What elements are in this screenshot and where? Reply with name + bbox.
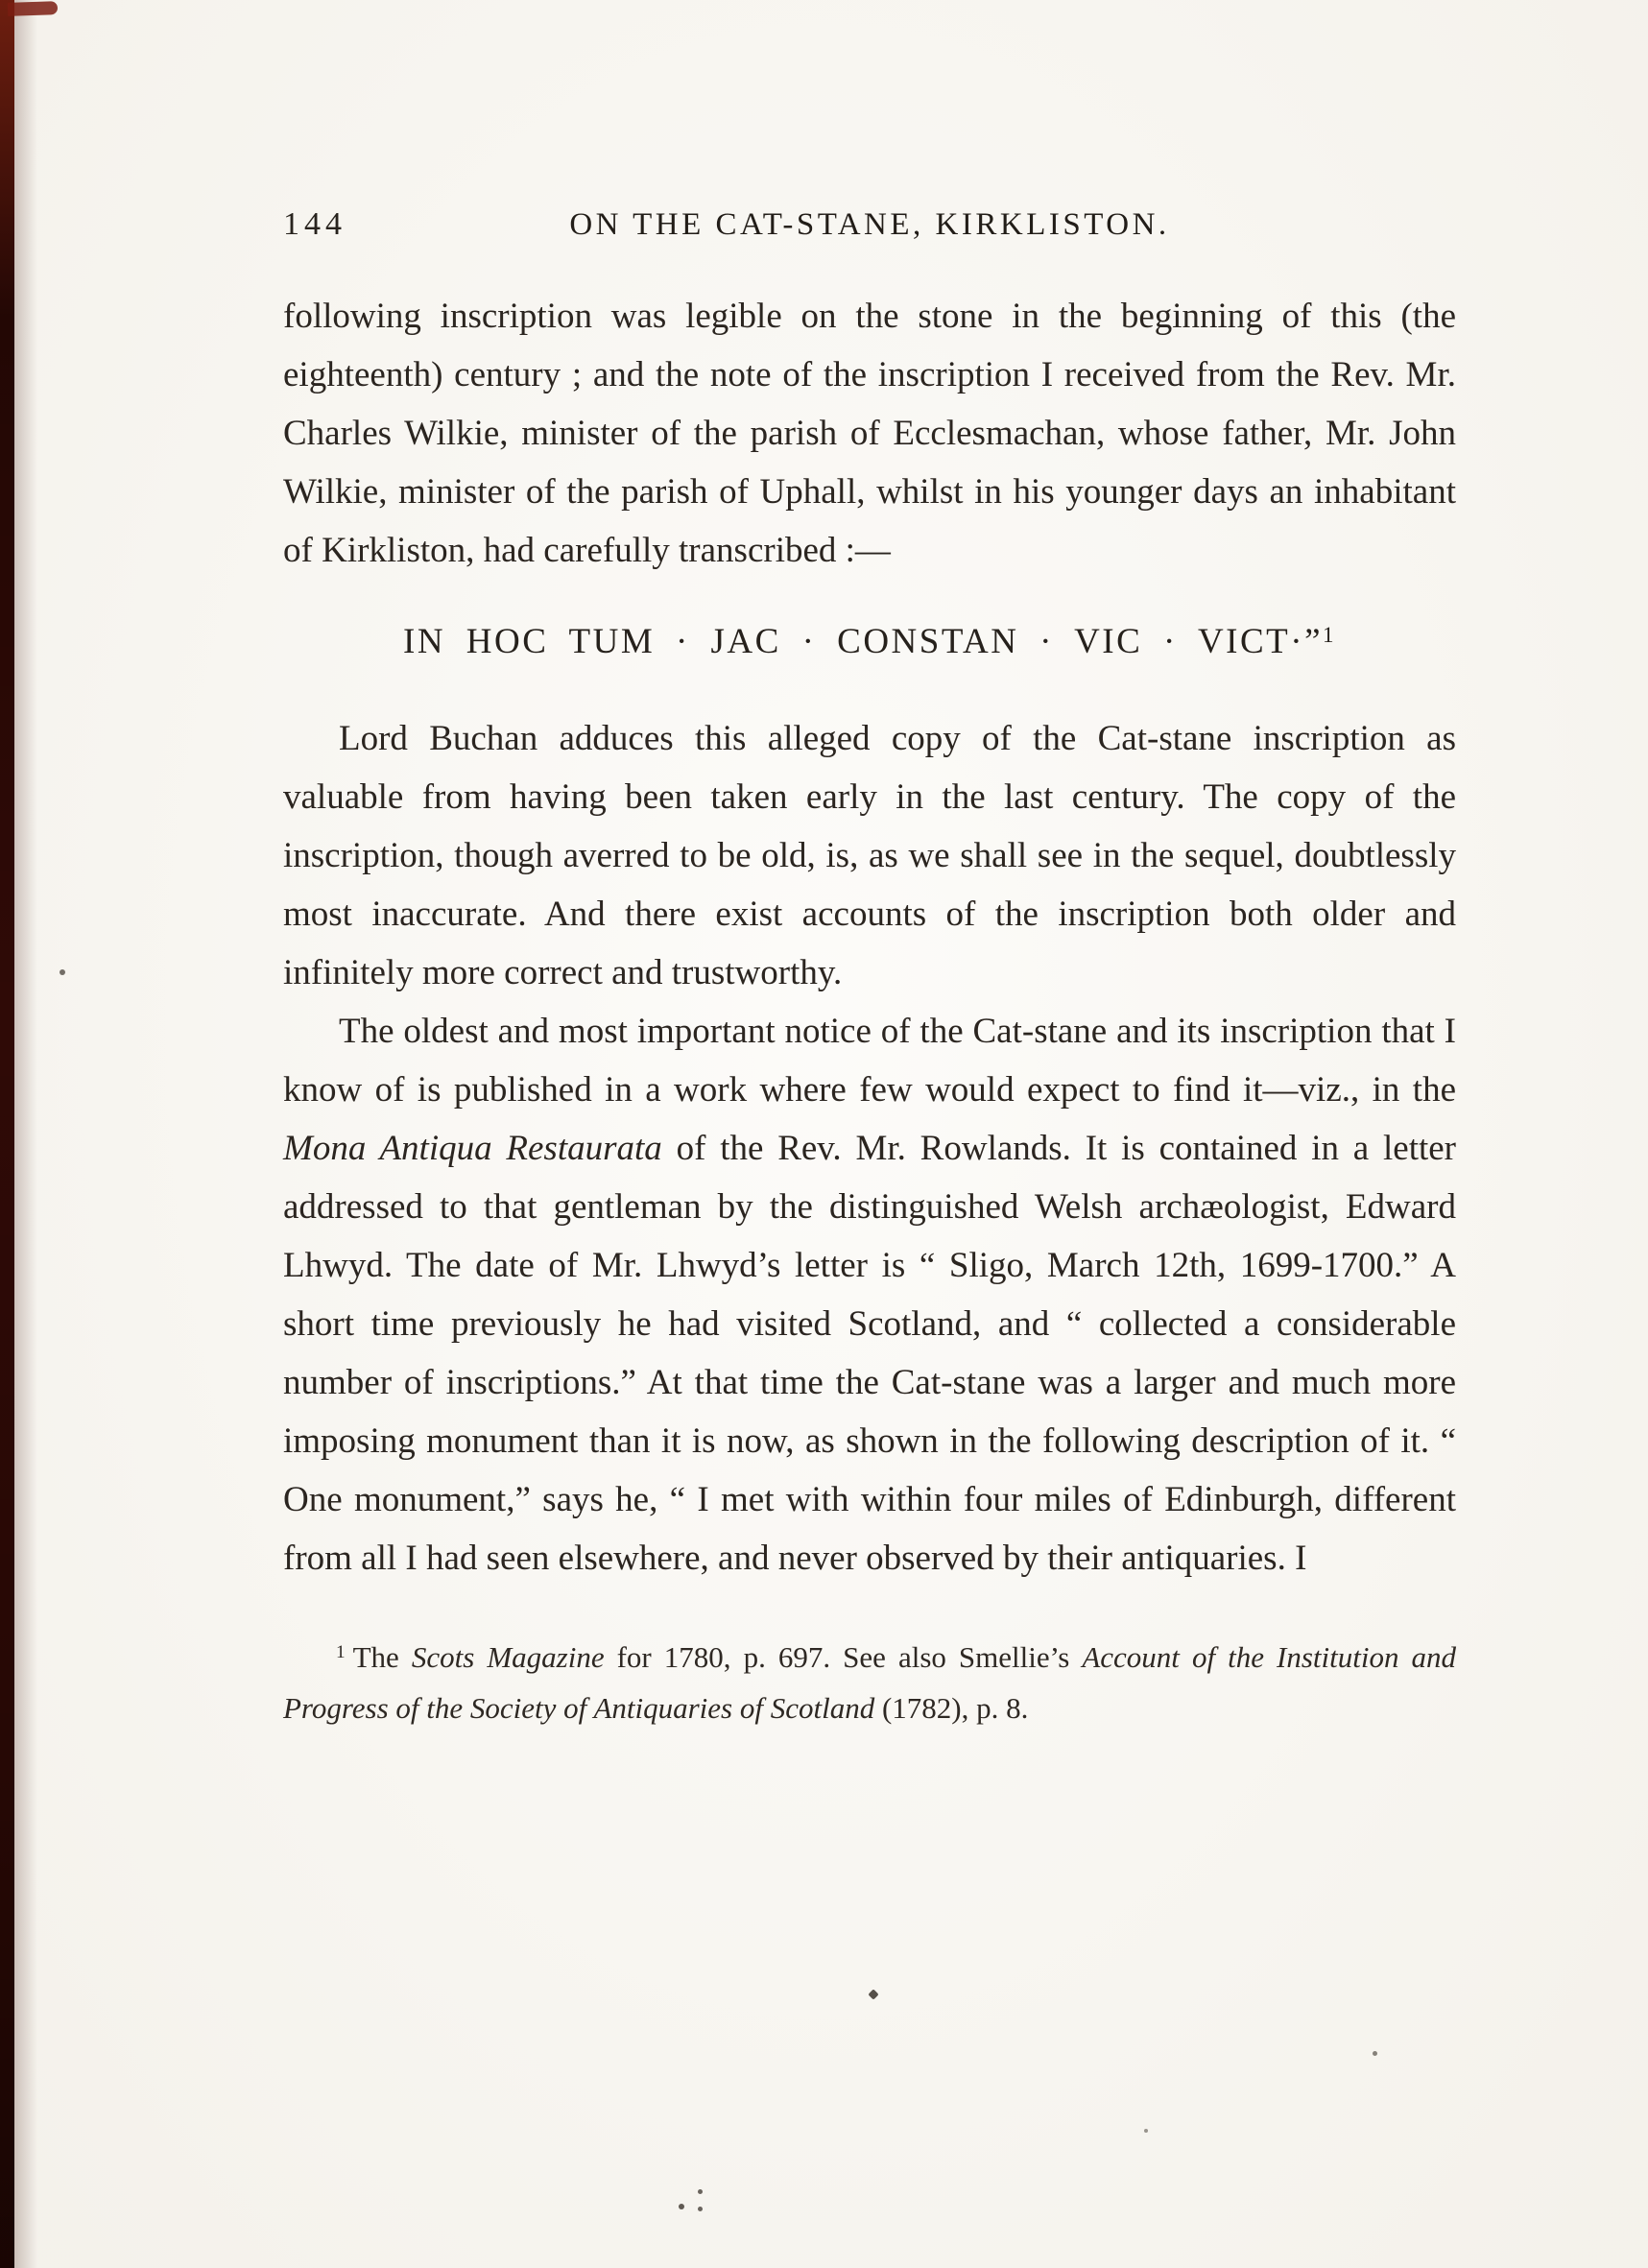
page-number: 144 bbox=[283, 206, 346, 242]
footnote-body: The Scots Magazine for 1780, p. 697. See also Smellie’s Account of the Institution and Progress of the Society of Antiquaries of Scotland (1782), p. 8. bbox=[283, 1640, 1456, 1725]
scan-edge-left bbox=[0, 0, 14, 2268]
page-body bbox=[283, 287, 1456, 1588]
inscription-text: IN HOC TUM · JAC · CONSTAN · VIC · VICT·” bbox=[403, 622, 1324, 661]
paragraph-3: The oldest and most important notice of the Cat-stane and its inscription that I know of is published in a work where few would expect to find it—viz., in the Mona Antiqua Restaurata of the Rev. Mr. Rowlands. It is contained in a letter addressed to that gentleman by the distinguished Welsh archæologist, Edward Lhwyd. The date of Mr. Lhwyd’s letter is “ Sligo, March 12th, 1699-1700.” A short time previously he had visited Scotland, and “ collected a considerable number of inscriptions.” At that time the Cat-stane was a larger and much more imposing monument than it is now, as shown in the following description of it. “ One monument,” says he, “ I met with within four miles of Edinburgh, different from all I had seen elsewhere, and never observed by their antiquaries. I bbox=[283, 1012, 1457, 1578]
footnote-text bbox=[283, 1632, 1456, 1733]
scan-corner-mark bbox=[8, 1, 58, 16]
book-page bbox=[283, 206, 1456, 1733]
page-header bbox=[283, 206, 1456, 251]
footnote bbox=[283, 1632, 1456, 1733]
scan-speck bbox=[1373, 2051, 1377, 2056]
footnote-marker: 1 bbox=[336, 1642, 346, 1663]
scan-edge-shadow bbox=[14, 0, 37, 2268]
inscription-line bbox=[283, 612, 1456, 671]
scan-speck bbox=[1144, 2129, 1148, 2133]
paragraph-2: Lord Buchan adduces this alleged copy of the Cat-stane inscription as valuable from having been taken early in the last century. The copy of the inscription, though averred to be old, is, as we shall see in the sequel, doubtlessly most inaccurate. And there exist accounts of the inscription both older and infinitely more correct and trustworthy. bbox=[283, 719, 1456, 992]
paragraph-1: following inscription was legible on the stone in the beginning of this (the eighteenth) century ; and the note of the inscription I received from the Rev. Mr. Charles Wilkie, minister of the parish of Ecclesmachan, whose father, Mr. John Wilkie, minister of the parish of Uphall, whilst in his younger days an inhabitant of Kirkliston, had carefully transcribed :— bbox=[283, 297, 1456, 570]
scan-speck bbox=[698, 2207, 703, 2211]
scan-speck bbox=[868, 1989, 878, 1999]
scan-speck bbox=[698, 2189, 703, 2194]
running-title: ON THE CAT-STANE, KIRKLISTON. bbox=[569, 207, 1170, 242]
scan-speck bbox=[679, 2204, 684, 2209]
inscription-footnote-ref: 1 bbox=[1323, 622, 1336, 647]
scan-speck bbox=[60, 969, 65, 975]
